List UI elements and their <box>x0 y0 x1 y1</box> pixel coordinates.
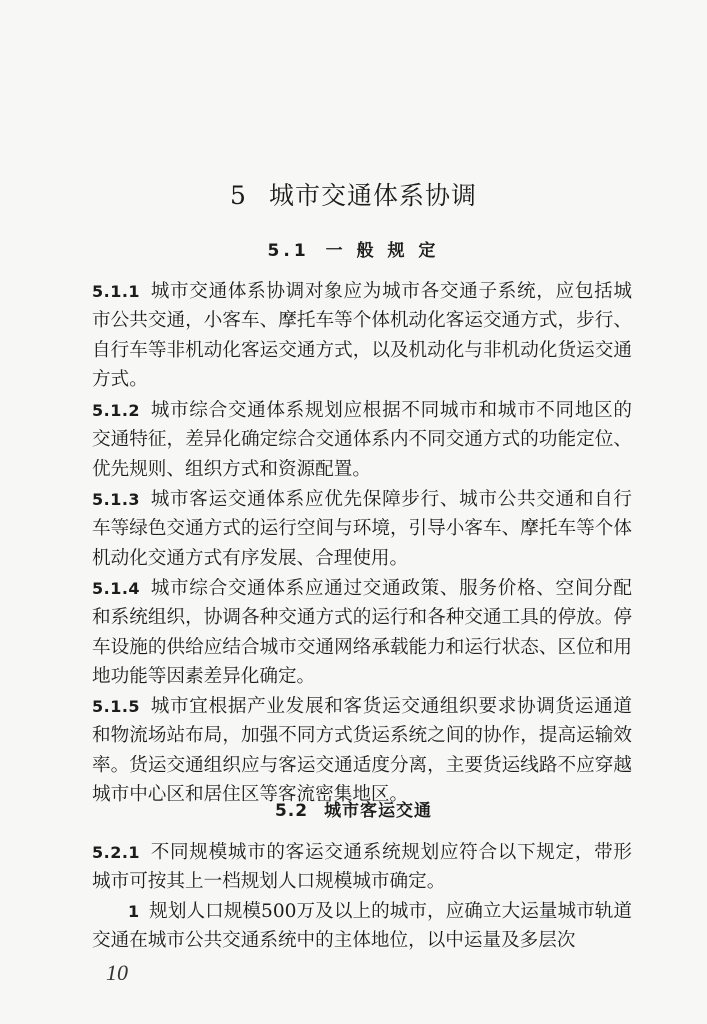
clause-5-1-4 <box>92 574 632 692</box>
section-heading-5-1 <box>0 236 707 261</box>
item-text: 规划人口规模500万及以上的城市，应确立大运量城市轨道交通在城市公共交通系统中的主体地位，以中运量及多层次 <box>92 901 632 952</box>
clause-number: 5.1.1 <box>92 282 141 301</box>
clause-number: 5.2.1 <box>92 843 141 862</box>
clause-text: 城市综合交通体系应通过交通政策、服务价格、空间分配和系统组织，协调各种交通方式的运行和各种交通工具的停放。停车设施的供给应结合城市交通网络承载能力和运行状态、区位和用地功能等因素差异化确定。 <box>92 578 632 688</box>
section-title-text: 一 般 规 定 <box>325 241 440 261</box>
item-number: 1 <box>128 902 140 921</box>
clause-number: 5.1.2 <box>92 401 141 420</box>
clause-text: 不同规模城市的客运交通系统规划应符合以下规定，带形城市可按其上一档规划人口规模城市确定。 <box>92 842 632 893</box>
clause-5-1-2 <box>92 396 632 484</box>
chapter-number: 5 <box>230 181 247 210</box>
section-heading-5-2 <box>0 796 707 821</box>
clause-number: 5.1.3 <box>92 490 141 509</box>
clause-5-1-1 <box>92 277 632 395</box>
clause-5-1-5 <box>92 692 632 810</box>
clause-5-2-1 <box>92 838 632 897</box>
chapter-title <box>0 176 707 212</box>
section-title-text: 城市客运交通 <box>324 801 433 821</box>
clause-number: 5.1.4 <box>92 579 141 598</box>
chapter-title-text: 城市交通体系协调 <box>268 181 477 210</box>
clause-text: 城市交通体系协调对象应为城市各交通子系统，应包括城市公共交通，小客车、摩托车等个体机动化客运交通方式，步行、自行车等非机动化客运交通方式，以及机动化与非机动化货运交通方式。 <box>92 281 632 391</box>
clause-text: 城市客运交通体系应优先保障步行、城市公共交通和自行车等绿色交通方式的运行空间与环境，引导小客车、摩托车等个体机动化交通方式有序发展、合理使用。 <box>92 489 632 569</box>
clause-text: 城市宜根据产业发展和客货运交通组织要求协调货运通道和物流场站布局，加强不同方式货运系统之间的协作，提高运输效率。货运交通组织应与客运交通适度分离，主要货运线路不应穿越城市中心区和居住区等客流密集地区。 <box>92 696 632 806</box>
clause-5-2-1-item-1 <box>92 897 632 956</box>
clause-5-1-3 <box>92 485 632 573</box>
clause-number: 5.1.5 <box>92 697 141 716</box>
page-number: 10 <box>106 960 128 985</box>
clause-text: 城市综合交通体系规划应根据不同城市和城市不同地区的交通特征，差异化确定综合交通体系内不同交通方式的功能定位、优先规则、组织方式和资源配置。 <box>92 400 632 480</box>
section-number: 5.2 <box>274 801 309 821</box>
section-number: 5.1 <box>267 241 310 261</box>
